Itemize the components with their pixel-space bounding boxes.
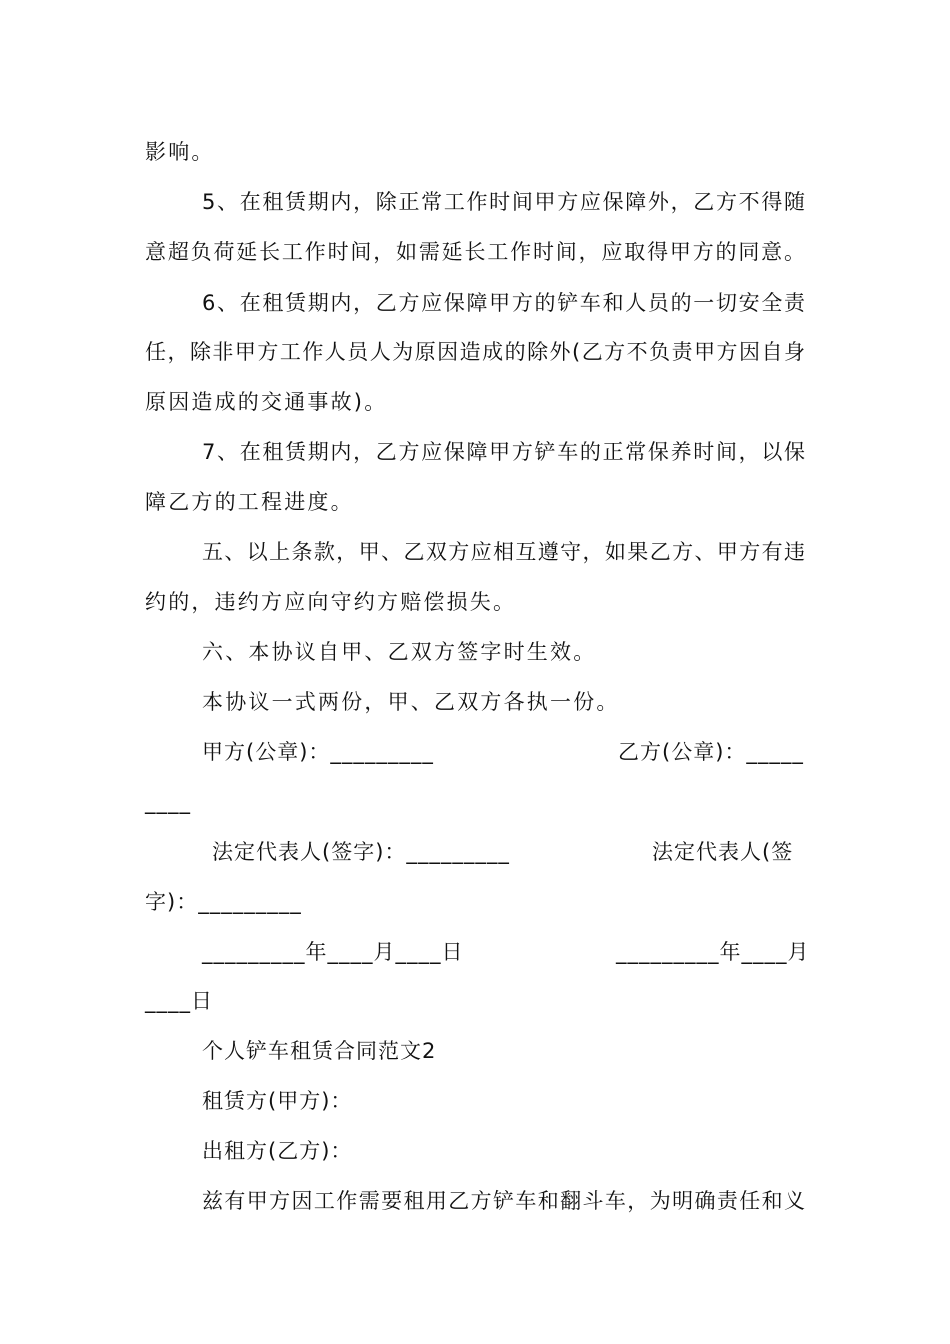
text-line: 影响。 <box>145 140 215 164</box>
clause-5-line-2: 意超负荷延长工作时间，如需延长工作时间，应取得甲方的同意。 <box>145 240 805 264</box>
second-contract-title: 个人铲车租赁合同范文2 <box>202 1039 437 1063</box>
lessee-line: 租赁方(甲方)： <box>202 1089 353 1113</box>
lessor-line: 出租方(乙方)： <box>202 1139 353 1163</box>
clause-6-line-2: 任，除非甲方工作人员人为原因造成的除外(乙方不负责甲方因自身 <box>145 340 805 364</box>
date-b: _________年____月 <box>616 940 810 964</box>
rep-a-signature: 法定代表人(签字)：_________ <box>212 840 510 864</box>
rep-b-signature: 法定代表人(签 <box>652 840 794 864</box>
clause-6-line-3: 原因造成的交通事故)。 <box>145 390 388 414</box>
clause-6-line-1: 6、在租赁期内，乙方应保障甲方的铲车和人员的一切安全责 <box>202 291 805 315</box>
party-b-seal: 乙方(公章)：_____ <box>618 740 804 764</box>
clause-7-line-1: 7、在租赁期内，乙方应保障甲方铲车的正常保养时间，以保 <box>202 440 805 464</box>
section-5-line-2: 约的，违约方应向守约方赔偿损失。 <box>145 590 517 614</box>
rep-b-signature-cont: 字)：_________ <box>145 890 302 914</box>
intro-line: 兹有甲方因工作需要租用乙方铲车和翻斗车，为明确责任和义 <box>202 1189 805 1213</box>
date-b-cont: ____日 <box>145 989 213 1013</box>
clause-5-line-1: 5、在租赁期内，除正常工作时间甲方应保障外，乙方不得随 <box>202 190 805 214</box>
section-5-line-1: 五、以上条款，甲、乙双方应相互遵守，如果乙方、甲方有违 <box>202 540 805 564</box>
party-b-seal-cont: ____ <box>145 790 191 814</box>
clause-7-line-2: 障乙方的工程进度。 <box>145 490 354 514</box>
date-a: _________年____月____日 <box>202 940 464 964</box>
section-6-line: 六、本协议自甲、乙双方签字时生效。 <box>202 640 597 664</box>
party-a-seal: 甲方(公章)：_________ <box>202 740 434 764</box>
copies-line: 本协议一式两份，甲、乙双方各执一份。 <box>202 690 620 714</box>
